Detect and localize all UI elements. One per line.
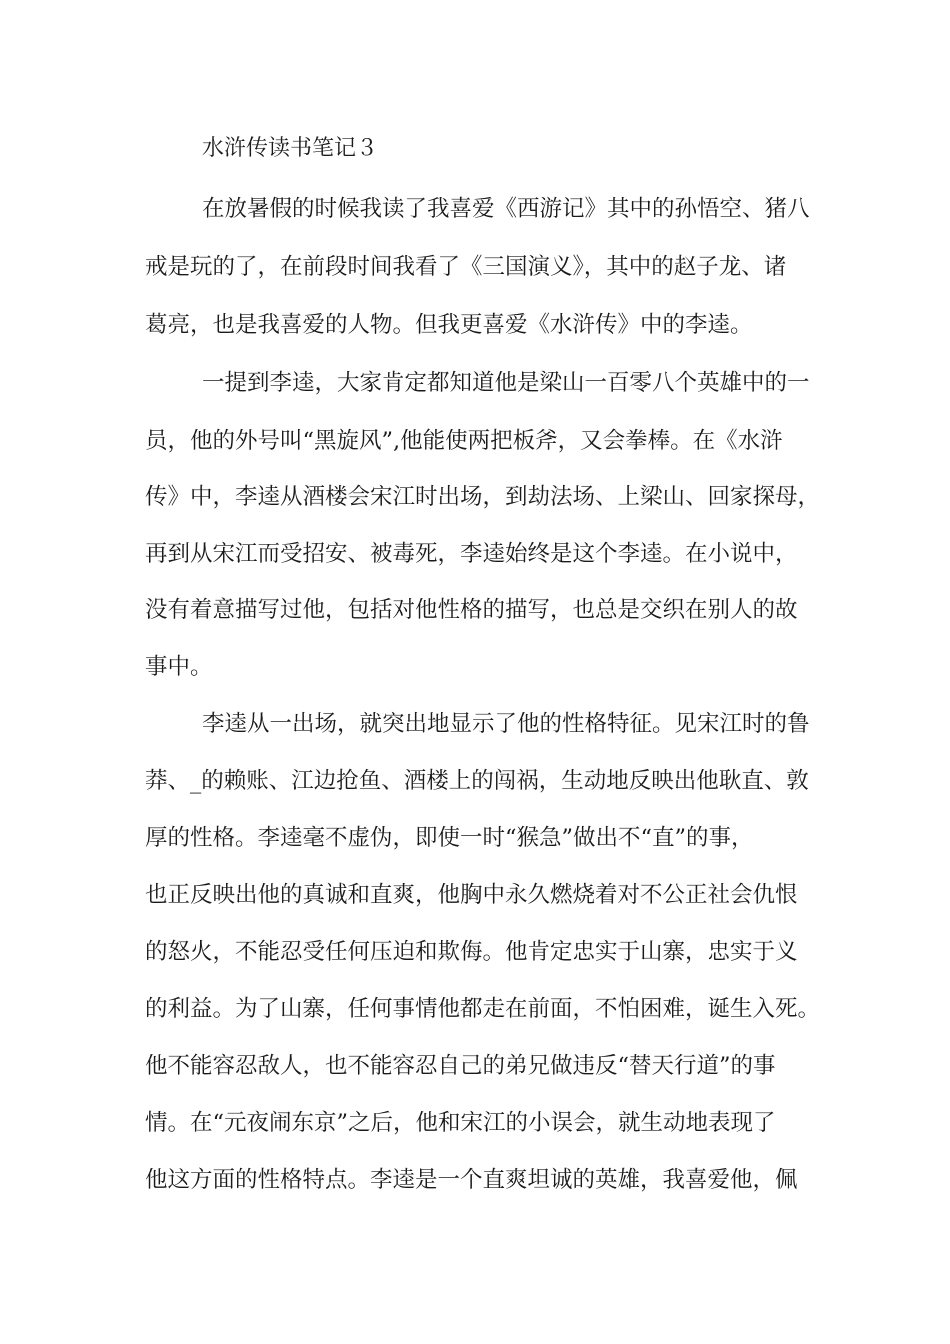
text-line: 再到从宋江而受招安、被毒死，李逵始终是这个李逵。在小说中， xyxy=(145,541,798,567)
text-line: 莽、_的赖账、江边抢鱼、酒楼上的闯祸，生动地反映出他耿直、敦 xyxy=(145,768,809,794)
text-line: 事中。 xyxy=(145,654,213,680)
text-line: 葛亮，也是我喜爱的人物。但我更喜爱《水浒传》中的李逵。 xyxy=(145,312,753,338)
text-line: 的利益。为了山寨，任何事情他都走在前面，不怕困难，诞生入死。 xyxy=(145,996,821,1022)
text-line: 厚的性格。李逵毫不虚伪，即使一时“猴急”做出不“直”的事， xyxy=(145,825,754,851)
text-line: 的怒火，不能忍受任何压迫和欺侮。他肯定忠实于山寨，忠实于义 xyxy=(145,939,798,965)
text-line: 没有着意描写过他，包括对他性格的描写，也总是交织在别人的故 xyxy=(145,597,798,623)
text-line: 戒是玩的了，在前段时间我看了《三国演义》，其中的赵子龙、诸 xyxy=(145,254,787,280)
text-line: 也正反映出他的真诚和直爽，他胸中永久燃烧着对不公正社会仇恨 xyxy=(145,882,798,908)
text-line: 传》中，李逵从酒楼会宋江时出场，到劫法场、上梁山、回家探母， xyxy=(145,484,821,510)
text-line: 员，他的外号叫“黑旋风”,他能使两把板斧，又会拳棒。在《水浒 xyxy=(145,428,783,454)
text-line: 他这方面的性格特点。李逵是一个直爽坦诚的英雄，我喜爱他，佩 xyxy=(145,1167,798,1193)
text-line: 在放暑假的时候我读了我喜爱《西游记》其中的孙悟空、猪八 xyxy=(202,196,810,222)
text-line: 情。在“元夜闹东京”之后，他和宋江的小误会，就生动地表现了 xyxy=(145,1110,776,1136)
text-line: 一提到李逵，大家肯定都知道他是梁山一百零八个英雄中的一 xyxy=(202,370,810,396)
document-title: 水浒传读书笔记３ xyxy=(202,136,379,161)
text-line: 他不能容忍敌人，也不能容忍自己的弟兄做违反“替天行道”的事 xyxy=(145,1053,776,1079)
text-line: 李逵从一出场，就突出地显示了他的性格特征。见宋江时的鲁 xyxy=(202,711,810,737)
